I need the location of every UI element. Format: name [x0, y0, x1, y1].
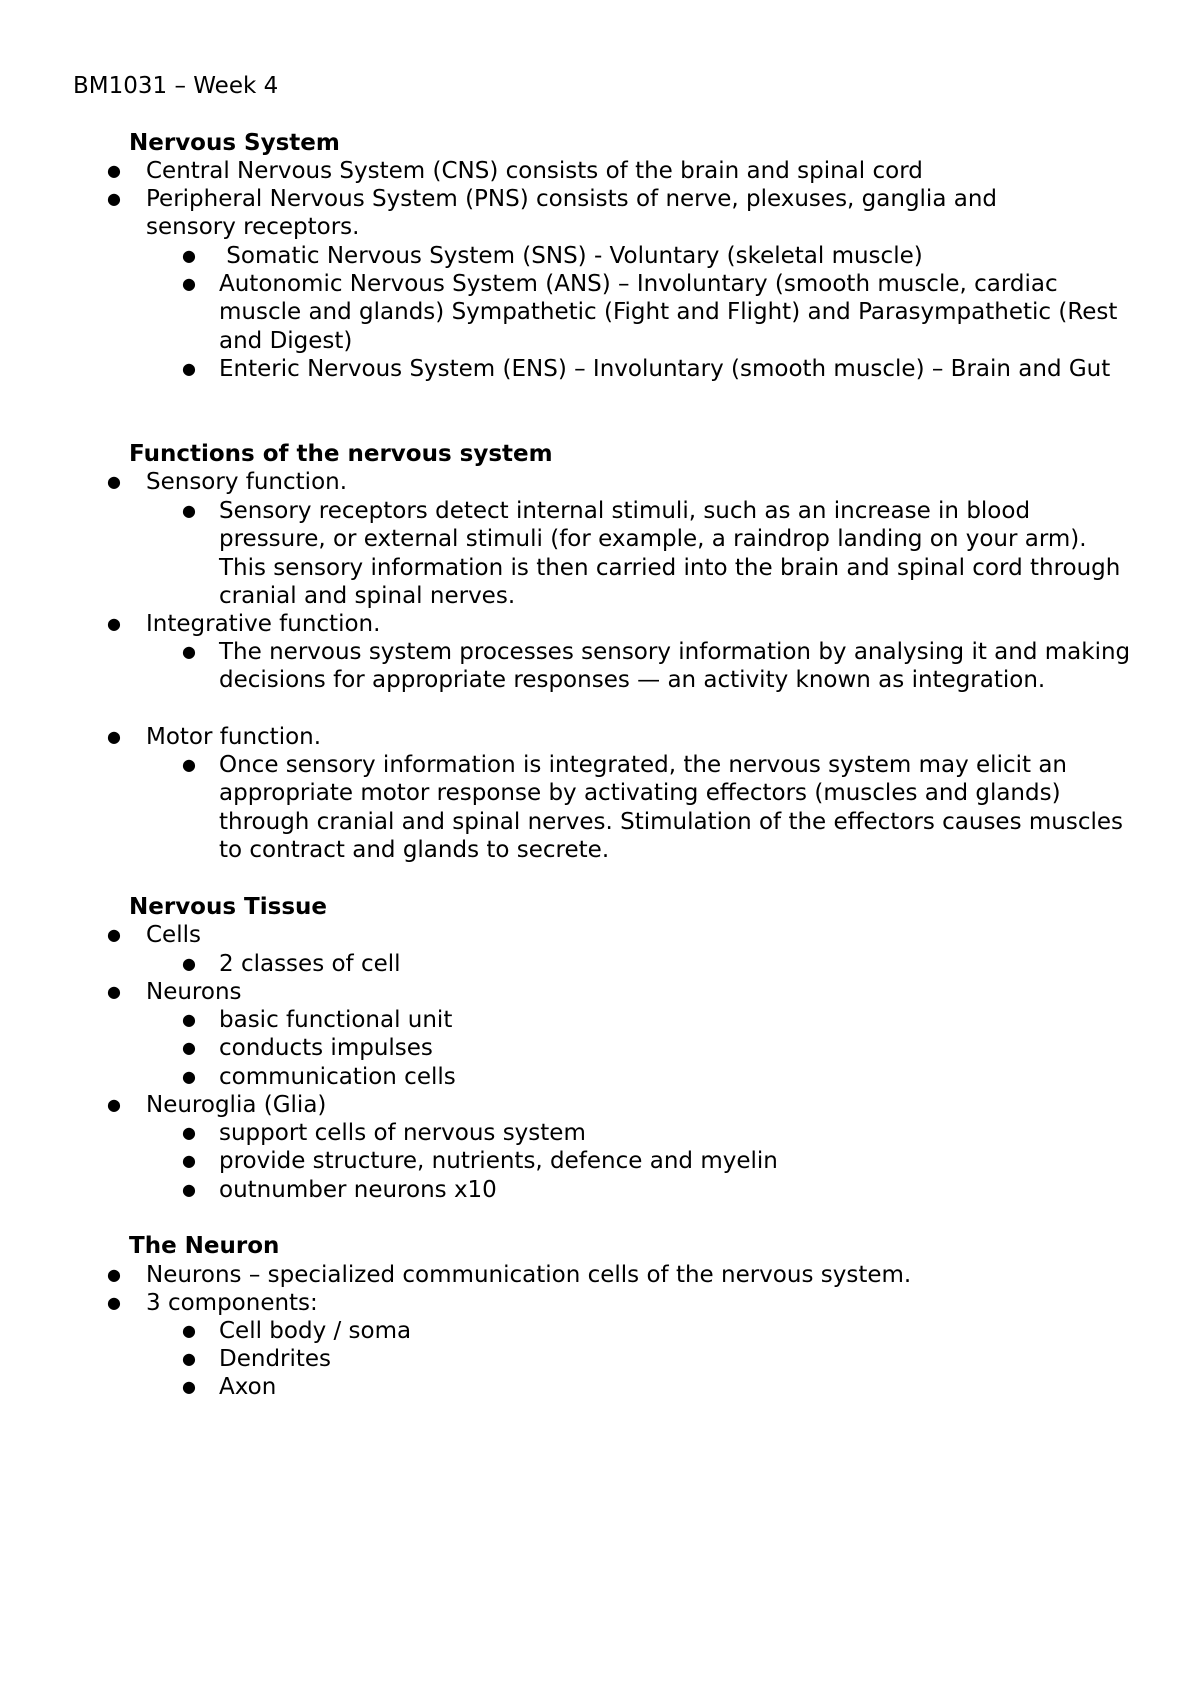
bullet-icon: ●	[182, 1349, 196, 1368]
bullet-icon: ●	[107, 614, 121, 633]
list-item: Neuroglia (Glia)	[146, 1092, 327, 1118]
list-item: Neurons	[146, 979, 242, 1005]
bullet-icon: ●	[182, 1123, 196, 1142]
list-item: Autonomic Nervous System (ANS) – Involuntary (smooth muscle, cardiac muscle and glands) Sympathetic (Fight and Flight) and Parasympathetic (Rest and Digest)	[219, 271, 1118, 354]
bullet-icon: ●	[182, 1321, 196, 1340]
bullet-icon: ●	[107, 1095, 121, 1114]
list-item: Central Nervous System (CNS) consists of the brain and spinal cord	[146, 158, 923, 184]
bullet-icon: ●	[107, 1293, 121, 1312]
list-item: conducts impulses	[219, 1035, 433, 1061]
bullet-icon: ●	[107, 1265, 121, 1284]
bullet-icon: ●	[182, 1180, 196, 1199]
list-item: Dendrites	[219, 1346, 332, 1372]
bullet-icon: ●	[107, 727, 121, 746]
bullet-icon: ●	[182, 1067, 196, 1086]
section-heading: Nervous System	[129, 130, 340, 156]
list-item: Once sensory information is integrated, the nervous system may elicit an appropriate motor response by activating effectors (muscles and glands) through cranial and spinal nerves. Stimulation of the effectors causes muscles to contract and glands to secrete.	[219, 752, 1124, 863]
bullet-icon: ●	[107, 472, 121, 491]
list-item: Cells	[146, 922, 201, 948]
section-heading: Functions of the nervous system	[129, 441, 553, 467]
list-item: provide structure, nutrients, defence and myelin	[219, 1148, 778, 1174]
bullet-icon: ●	[182, 359, 196, 378]
list-item: communication cells	[219, 1064, 456, 1090]
bullet-icon: ●	[182, 246, 196, 265]
list-item: Somatic Nervous System (SNS) - Voluntary (skeletal muscle)	[219, 243, 923, 269]
list-item: 3 components:	[146, 1290, 318, 1316]
list-item: Motor function.	[146, 724, 322, 750]
list-item: Neurons – specialized communication cells of the nervous system.	[146, 1262, 912, 1288]
bullet-icon: ●	[182, 755, 196, 774]
bullet-icon: ●	[182, 274, 196, 293]
list-item: outnumber neurons x10	[219, 1177, 497, 1203]
list-item: basic functional unit	[219, 1007, 453, 1033]
list-item: support cells of nervous system	[219, 1120, 586, 1146]
bullet-icon: ●	[182, 1377, 196, 1396]
list-item: Sensory function.	[146, 469, 348, 495]
bullet-icon: ●	[182, 501, 196, 520]
list-item: Axon	[219, 1374, 277, 1400]
bullet-icon: ●	[107, 925, 121, 944]
section-heading: Nervous Tissue	[129, 894, 327, 920]
list-item: 2 classes of cell	[219, 951, 401, 977]
bullet-icon: ●	[182, 954, 196, 973]
list-item: Enteric Nervous System (ENS) – Involuntary (smooth muscle) – Brain and Gut	[219, 356, 1111, 382]
bullet-icon: ●	[107, 161, 121, 180]
bullet-icon: ●	[182, 642, 196, 661]
list-item: Peripheral Nervous System (PNS) consists of nerve, plexuses, ganglia and sensory receptors.	[146, 186, 997, 241]
bullet-icon: ●	[182, 1010, 196, 1029]
list-item: Sensory receptors detect internal stimuli, such as an increase in blood pressure, or external stimuli (for example, a raindrop landing on your arm). This sensory information is then carried into the brain and spinal cord through cranial and spinal nerves.	[219, 498, 1121, 609]
list-item: The nervous system processes sensory information by analysing it and making decisions for appropriate responses — an activity known as integration.	[219, 639, 1131, 694]
list-item: Integrative function.	[146, 611, 381, 637]
bullet-icon: ●	[107, 189, 121, 208]
document-title: BM1031 – Week 4	[73, 73, 279, 99]
bullet-icon: ●	[182, 1151, 196, 1170]
bullet-icon: ●	[107, 982, 121, 1001]
list-item: Cell body / soma	[219, 1318, 412, 1344]
bullet-icon: ●	[182, 1038, 196, 1057]
section-heading: The Neuron	[129, 1233, 280, 1259]
